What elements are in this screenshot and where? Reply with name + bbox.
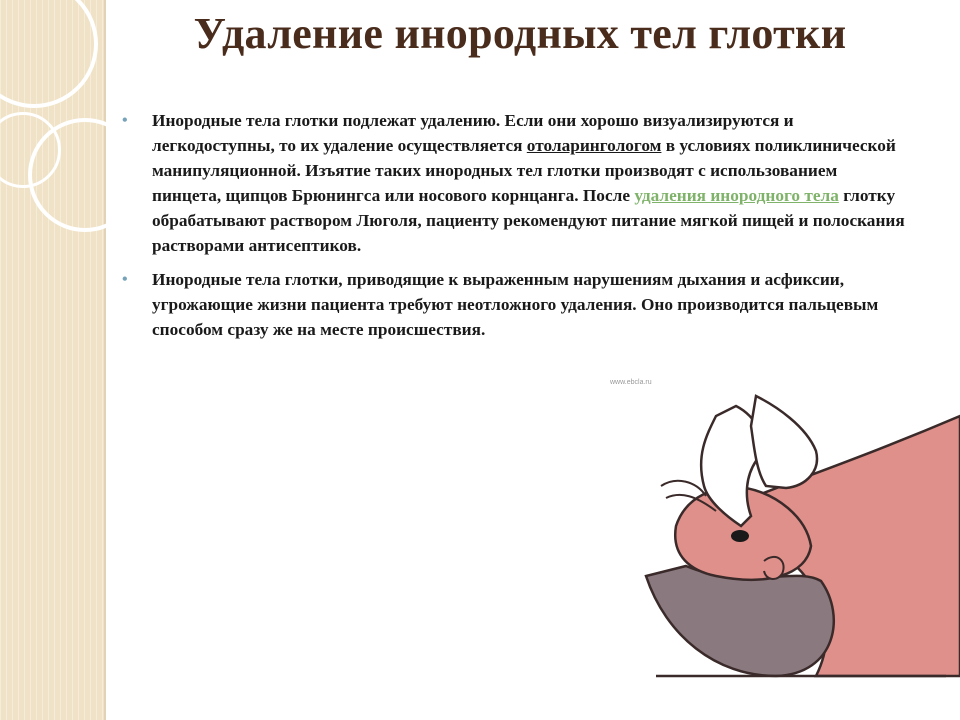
bullet-1-text-part3: глотку обрабатывают раствором Люголя, пациенту рекомендуют питание мягкой пищей и полоскания растворами антисептиков. (152, 186, 905, 255)
otolaryngologist-link[interactable]: отоларингологом (526, 136, 662, 155)
slide-title: Удаление инородных тел глотки (193, 9, 847, 58)
illustration-watermark: www.ebcla.ru (610, 379, 652, 386)
decorative-divider (104, 0, 106, 720)
bullet-item-2 (120, 267, 910, 342)
bullet-marker-icon: • (122, 271, 128, 288)
bullet-item-1 (120, 108, 910, 258)
bullet-1-text-part1: Инородные тела глотки подлежат удалению. Если они хорошо визуализируются и легкодоступны, то их удаление осуществляется (152, 111, 794, 155)
bullet-1-text-part2: в условиях поликлинической манипуляционной. Изъятие таких инородных тел глотки производят с использованием пинцета, щипцов Брюнингса или носового корнцанга. После (152, 136, 896, 205)
decorative-side-band (0, 0, 105, 720)
bullet-marker-icon: • (122, 112, 128, 129)
patient-mouth-shape (731, 530, 749, 542)
bullet-2-text: Инородные тела глотки, приводящие к выраженным нарушениям дыхания и асфиксии, угрожающие жизни пациента требуют неотложного удаления. Оно производится пальцевым способом сразу же на месте происшествия. (152, 270, 879, 339)
patient-ear-shape (764, 557, 784, 579)
bullet-list (120, 108, 910, 351)
foreign-body-removal-link[interactable]: удаления инородного тела (634, 186, 839, 205)
finger-removal-illustration (606, 376, 960, 720)
